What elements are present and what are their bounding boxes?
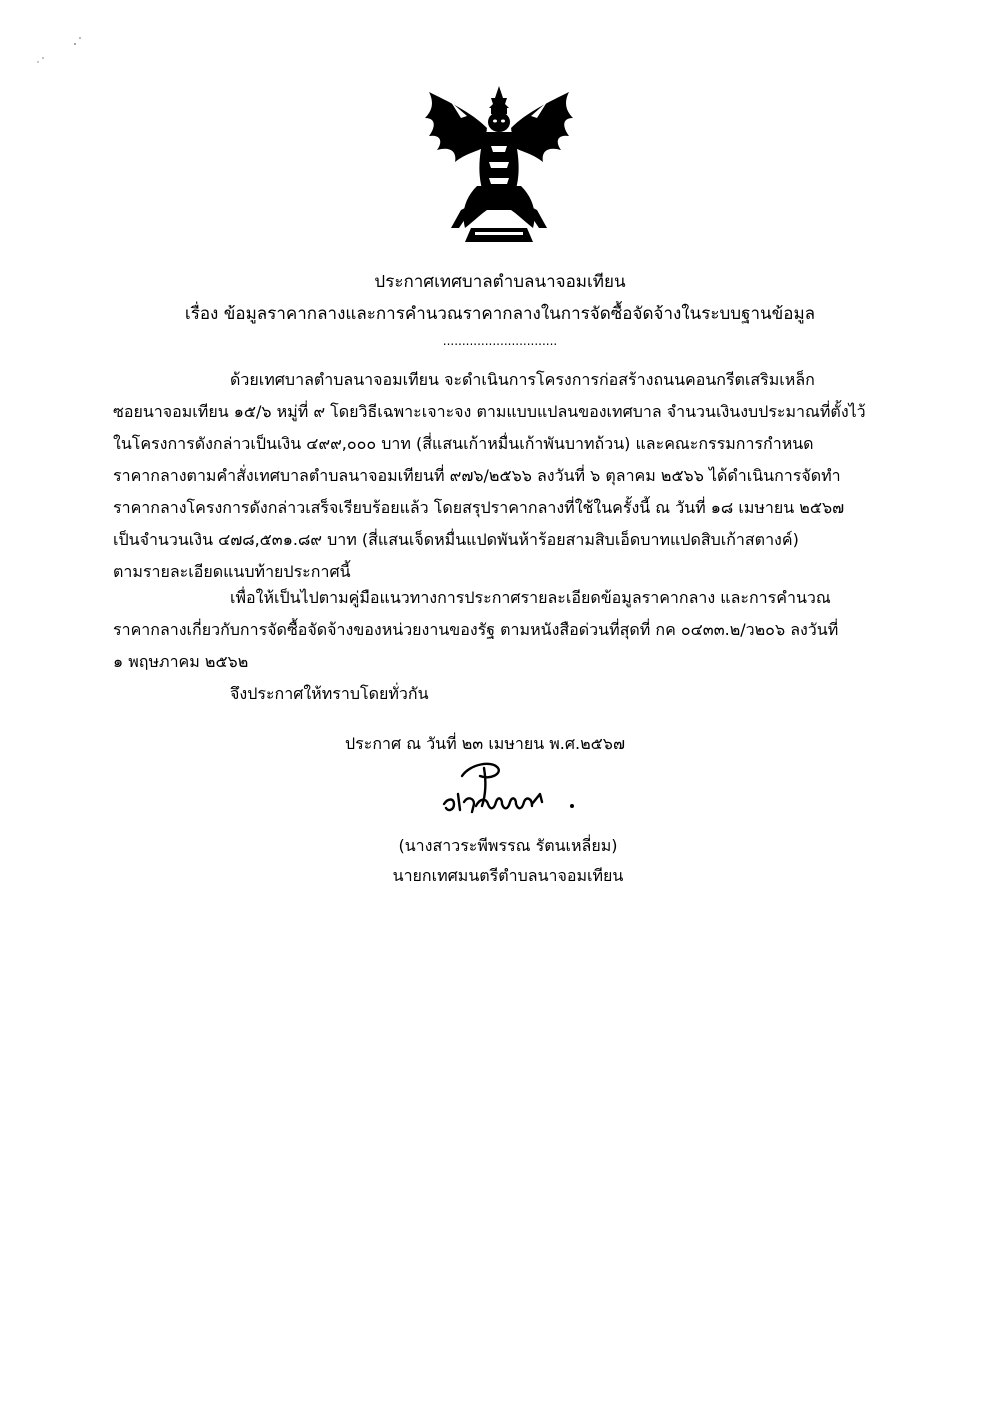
body-paragraph-1: [113, 364, 931, 588]
paragraph-line: เพื่อให้เป็นไปตามคู่มือแนวทางการประกาศรายละเอียดข้อมูลราคากลาง และการคำนวณ: [230, 588, 831, 607]
paragraph-line: ราคากลางเกี่ยวกับการจัดซื้อจัดจ้างของหน่วยงานของรัฐ ตามหนังสือด่วนที่สุดที่ กค ๐๔๓๓.๒/ว๒๐๖ ลงวันที่: [113, 620, 839, 639]
document-heading-issuer: ประกาศเทศบาลตำบลนาจอมเทียน: [374, 272, 626, 292]
paragraph-line: เป็นจำนวนเงิน ๔๗๘,๕๓๑.๘๙ บาท (สี่แสนเจ็ดหมื่นแปดพันห้าร้อยสามสิบเอ็ดบาทแปดสิบเก้าสตางค์): [113, 530, 799, 549]
paragraph-line: ราคากลางตามคำสั่งเทศบาลตำบลนาจอมเทียนที่ ๙๗๖/๒๕๖๖ ลงวันที่ ๖ ตุลาคม ๒๕๖๖ ได้ดำเนินการจัดทำ: [113, 466, 841, 485]
handwritten-signature: [440, 754, 590, 816]
body-paragraph-3: [113, 678, 931, 710]
document-heading-subject: เรื่อง ข้อมูลราคากลางและการคำนวณราคากลางในการจัดซื้อจัดจ้างในระบบฐานข้อมูล: [184, 304, 816, 324]
scan-specks: [0, 0, 100, 70]
paragraph-line: ซอยนาจอมเทียน ๑๕/๖ หมู่ที่ ๙ โดยวิธีเฉพาะเจาะจง ตามแบบแปลนของเทศบาล จำนวนเงินงบประมาณที่ตั้งไว้: [113, 402, 866, 421]
paragraph-line: ๑ พฤษภาคม ๒๕๖๒: [113, 652, 249, 671]
paragraph-line: ในโครงการดังกล่าวเป็นเงิน ๔๙๙,๐๐๐ บาท (สี่แสนเก้าหมื่นเก้าพันบาทถ้วน) และคณะกรรมการกำหนด: [113, 434, 814, 453]
closing-statement: จึงประกาศให้ทราบโดยทั่วกัน: [230, 684, 429, 703]
heading-separator: ..............................: [442, 334, 558, 348]
paragraph-line: ราคากลางโครงการดังกล่าวเสร็จเรียบร้อยแล้ว โดยสรุปราคากลางที่ใช้ในครั้งนี้ ณ วันที่ ๑๘ เมษายน ๒๕๖๗: [113, 498, 845, 517]
paragraph-line: ด้วยเทศบาลตำบลนาจอมเทียน จะดำเนินการโครงการก่อสร้างถนนคอนกรีตเสริมเหล็ก: [230, 370, 815, 389]
signer-position: นายกเทศมนตรีตำบลนาจอมเทียน: [392, 866, 624, 885]
paragraph-line: ตามรายละเอียดแนบท้ายประกาศนี้: [113, 562, 351, 581]
garuda-emblem-icon: [421, 82, 577, 244]
announcement-date: ประกาศ ณ วันที่ ๒๓ เมษายน พ.ศ.๒๕๖๗: [345, 734, 625, 753]
body-paragraph-2: [113, 582, 931, 678]
signer-name: (นางสาวระพีพรรณ รัตนเหลี่ยม): [398, 836, 618, 855]
